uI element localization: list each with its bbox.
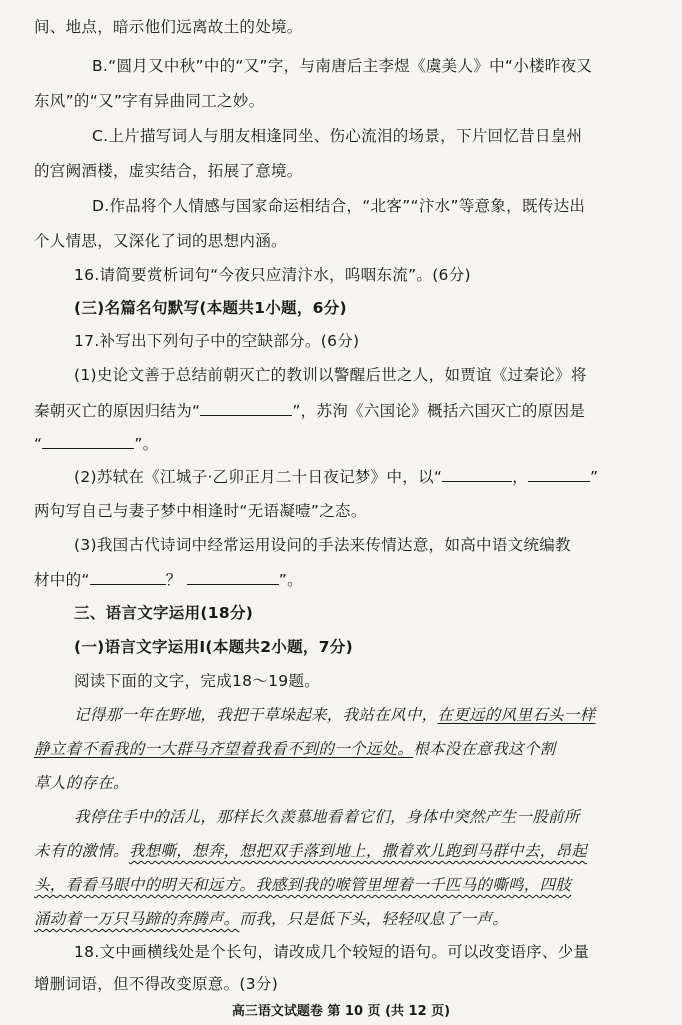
question-17-2-line-1	[74, 466, 598, 488]
option-a-tail: 间、地点，暗示他们远离故土的处境。	[34, 18, 303, 36]
answer-blank-5[interactable]	[90, 570, 166, 585]
option-c-line-1: C.上片描写词人与朋友相逢同坐、伤心流泪的场景，下片回忆昔日皇州	[92, 127, 583, 145]
option-b-line-2: 东风”的“又”字有异曲同工之妙。	[34, 92, 265, 110]
question-17-3-line-2	[34, 569, 303, 591]
option-d-line-2: 个人情思，又深化了词的思想内涵。	[34, 232, 287, 250]
option-c-line-2: 的宫阙酒楼，虚实结合，拓展了意境。	[34, 162, 303, 180]
passage-p1-line-2	[34, 738, 555, 760]
passage-p1-line-2-text: 根本没在意我这个割	[413, 740, 556, 758]
passage-p1-line-1-text: 记得那一年在野地，我把干草垛起来，我站在风中，	[74, 706, 438, 724]
question-16: 16.请简要赏析词句“今夜只应清汴水，呜咽东流”。(6分)	[74, 266, 471, 284]
q17-1-open-quote: “	[34, 435, 43, 453]
question-17: 17.补写出下列句子中的空缺部分。(6分)	[74, 332, 360, 350]
section-3-title: (三)名篇名句默写(本题共1小题，6分)	[74, 299, 347, 317]
wavy-underlined-text-1: 我想嘶，想奔，想把双手落到地上，撒着欢儿跑到马群中去，昂起	[128, 842, 588, 860]
question-17-1-line-1: (1)史论文善于总结前朝灭亡的教训以警醒后世之人，如贾谊《过秦论》将	[74, 366, 587, 384]
passage-p2-line-2-text: 未有的激情。	[34, 842, 129, 860]
passage-p2-line-1: 我停住手中的活儿，那样长久羡慕地看着它们，身体中突然产生一股前所	[74, 808, 580, 826]
passage-p2-line-3	[34, 874, 571, 896]
wavy-underlined-text-3: 涌动着一万只马蹄的奔腾声。	[34, 910, 240, 928]
subsection-1-title: (一)语言文字运用Ⅰ(本题共2小题，7分)	[74, 638, 353, 656]
passage-p1-line-1	[74, 704, 595, 726]
q17-2-close-quote: ”	[590, 468, 599, 486]
q17-3-close-quote: ”。	[278, 571, 303, 589]
page-footer: 高三语文试题卷 第 10 页 (共 12 页)	[231, 1004, 451, 1019]
option-b-line-1: B.“圆月又中秋”中的“又”字，与南唐后主李煜《虞美人》中“小楼昨夜又	[92, 57, 593, 75]
q17-3-text-a: 材中的“	[34, 571, 90, 589]
question-17-1-line-3	[34, 433, 158, 455]
passage-p2-line-2	[34, 840, 587, 862]
answer-blank-2[interactable]	[42, 434, 134, 449]
q17-1-text-b: ”，苏洵《六国论》概括六国灭亡的原因是	[292, 402, 586, 420]
reading-instruction: 阅读下面的文字，完成18～19题。	[74, 672, 321, 690]
option-d-line-1: D.作品将个人情感与国家命运相结合，“北客”“汴水”等意象，既传达出	[92, 197, 586, 215]
question-18-line-2: 增删词语，但不得改变原意。(3分)	[34, 975, 279, 993]
underlined-long-sentence-part-2: 静立着不看我的一大群马齐望着我看不到的一个远处。	[34, 740, 414, 758]
passage-p1-line-3: 草人的存在。	[34, 774, 129, 792]
underlined-long-sentence-part-1: 在更远的风里石头一样	[437, 706, 596, 724]
q17-1-close-quote: ”。	[134, 435, 159, 453]
question-17-2-line-2: 两句写自己与妻子梦中相逢时“无语凝噎”之态。	[34, 502, 367, 520]
wavy-underlined-text-2: 头，看看马眼中的明天和远方。我感到我的喉管里埋着一千匹马的嘶鸣，四肢	[34, 876, 572, 894]
passage-p2-line-4-text: 而我，只是低下头，轻轻叹息了一声。	[239, 910, 509, 928]
answer-blank-4[interactable]	[528, 467, 590, 482]
q17-3-question-mark: ？	[165, 571, 182, 589]
answer-blank-1[interactable]	[200, 401, 292, 416]
question-17-1-line-2	[34, 400, 585, 422]
passage-p2-line-4	[34, 908, 508, 930]
answer-blank-6[interactable]	[187, 570, 279, 585]
q17-2-text-a: (2)苏轼在《江城子·乙卯正月二十日夜记梦》中，以“	[74, 468, 443, 486]
question-18-line-1: 18.文中画横线处是个长句，请改成几个较短的语句。可以改变语序、少量	[74, 943, 590, 961]
q17-1-text-a: 秦朝灭亡的原因归结为“	[34, 402, 201, 420]
q17-2-comma: ，	[512, 468, 529, 486]
answer-blank-3[interactable]	[442, 467, 512, 482]
part-3-title: 三、语言文字运用(18分)	[74, 604, 254, 622]
question-17-3-line-1: (3)我国古代诗词中经常运用设问的手法来传情达意，如高中语文统编教	[74, 536, 571, 554]
